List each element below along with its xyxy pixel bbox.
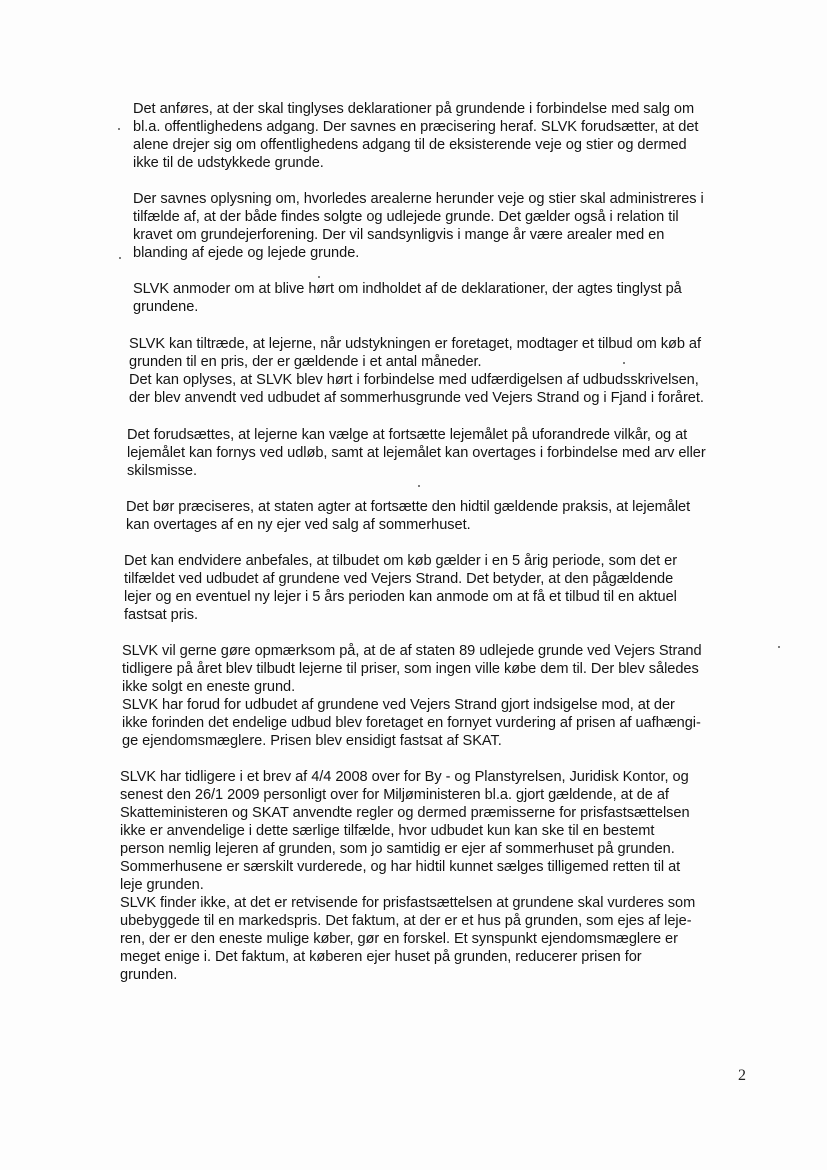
text-line: ikke forinden det endelige udbud blev foretaget en fornyet vurdering af prisen af uafhængi- (122, 715, 701, 731)
text-line: grundene. (133, 299, 199, 315)
scan-speck (119, 257, 121, 259)
text-line: lejer og en eventuel ny lejer i 5 års perioden kan anmode om at få et tilbud til en aktuel (124, 589, 677, 605)
text-line: kan overtages af en ny ejer ved salg af sommerhuset. (126, 517, 471, 533)
text-line: SLVK anmoder om at blive hørt om indholdet af de deklarationer, der agtes tinglyst på (133, 281, 682, 297)
text-line: meget enige i. Det faktum, at køberen ejer huset på grunden, reducerer prisen for (120, 949, 642, 965)
text-line: SLVK har tidligere i et brev af 4/4 2008 over for By - og Planstyrelsen, Juridisk Kontor, og (120, 769, 689, 785)
text-line: Det forudsættes, at lejerne kan vælge at fortsætte lejemålet på uforandrede vilkår, og at (127, 427, 688, 443)
text-line: ge ejendomsmæglere. Prisen blev ensidigt fastsat af SKAT. (122, 733, 502, 749)
text-line: Det bør præciseres, at staten agter at fortsætte den hidtil gældende praksis, at lejemålet (126, 499, 691, 515)
text-line: Det kan endvidere anbefales, at tilbudet om køb gælder i en 5 årig periode, som det er (124, 553, 678, 569)
text-line: kravet om grundejerforening. Der vil sandsynligvis i mange år være arealer med en (133, 227, 665, 243)
scan-speck (623, 362, 625, 364)
text-line: blanding af ejede og lejede grunde. (133, 245, 360, 261)
text-line: tidligere på året blev tilbudt lejerne til priser, som ingen ville købe dem til. Der blev således (122, 661, 699, 677)
text-line: grunden til en pris, der er gældende i et antal måneder. (129, 354, 482, 370)
text-line: Der savnes oplysning om, hvorledes arealerne herunder veje og stier skal administreres i (133, 191, 704, 207)
scan-speck (418, 485, 420, 487)
text-line: tilfælde af, at der både findes solgte og udlejede grunde. Det gælder også i relation til (133, 209, 679, 225)
text-line: SLVK vil gerne gøre opmærksom på, at de af staten 89 udlejede grunde ved Vejers Strand (122, 643, 702, 659)
text-line: bl.a. offentlighedens adgang. Der savnes en præcisering heraf. SLVK forudsætter, at det (133, 119, 699, 135)
text-line: tilfældet ved udbudet af grundene ved Vejers Strand. Det betyder, at den pågældende (124, 571, 674, 587)
text-line: grunden. (120, 967, 178, 983)
text-line: ikke til de udstykkede grunde. (133, 155, 324, 171)
scan-speck (118, 128, 120, 130)
text-line: SLVK kan tiltræde, at lejerne, når udstykningen er foretaget, modtager et tilbud om køb af (129, 336, 701, 352)
text-line: fastsat pris. (124, 607, 198, 623)
text-line: Skatteministeren og SKAT anvendte regler og dermed præmisserne for prisfastsættelsen (120, 805, 690, 821)
scan-speck (318, 276, 320, 278)
text-line: leje grunden. (120, 877, 204, 893)
text-line: alene drejer sig om offentlighedens adgang til de eksisterende veje og stier og dermed (133, 137, 687, 153)
text-line: person nemlig lejeren af grunden, som jo samtidig er ejer af sommerhuset på grunden. (120, 841, 675, 857)
text-line: ren, der er den eneste mulige køber, gør en forskel. Et synspunkt ejendomsmæglere er (120, 931, 678, 947)
text-line: SLVK finder ikke, at det er retvisende for prisfastsættelsen at grundene skal vurderes som (120, 895, 696, 911)
text-line: ikke er anvendelige i dette særlige tilfælde, hvor udbudet kun kan ske til en bestemt (120, 823, 655, 839)
text-line: SLVK har forud for udbudet af grundene ved Vejers Strand gjort indsigelse mod, at der (122, 697, 675, 713)
text-line: Det kan oplyses, at SLVK blev hørt i forbindelse med udfærdigelsen af udbudsskrivelsen, (129, 372, 699, 388)
scan-speck (778, 646, 780, 648)
text-line: lejemålet kan fornys ved udløb, samt at lejemålet kan overtages i forbindelse med arv eller (127, 445, 706, 461)
text-line: Det anføres, at der skal tinglyses deklarationer på grundende i forbindelse med salg om (133, 101, 695, 117)
text-line: der blev anvendt ved udbudet af sommerhusgrunde ved Vejers Strand og i Fjand i foråret. (129, 390, 704, 406)
text-line: senest den 26/1 2009 personligt over for Miljøministeren bl.a. gjort gældende, at de af (120, 787, 669, 803)
page-number: 2 (738, 1067, 746, 1084)
text-line: Sommerhusene er særskilt vurderede, og har hidtil kunnet sælges tilligemed retten til at (120, 859, 681, 875)
text-line: skilsmisse. (127, 463, 197, 479)
text-line: ubebyggede til en markedspris. Det faktum, at der er et hus på grunden, som ejes af leje- (120, 913, 692, 929)
text-line: ikke solgt en eneste grund. (122, 679, 296, 695)
